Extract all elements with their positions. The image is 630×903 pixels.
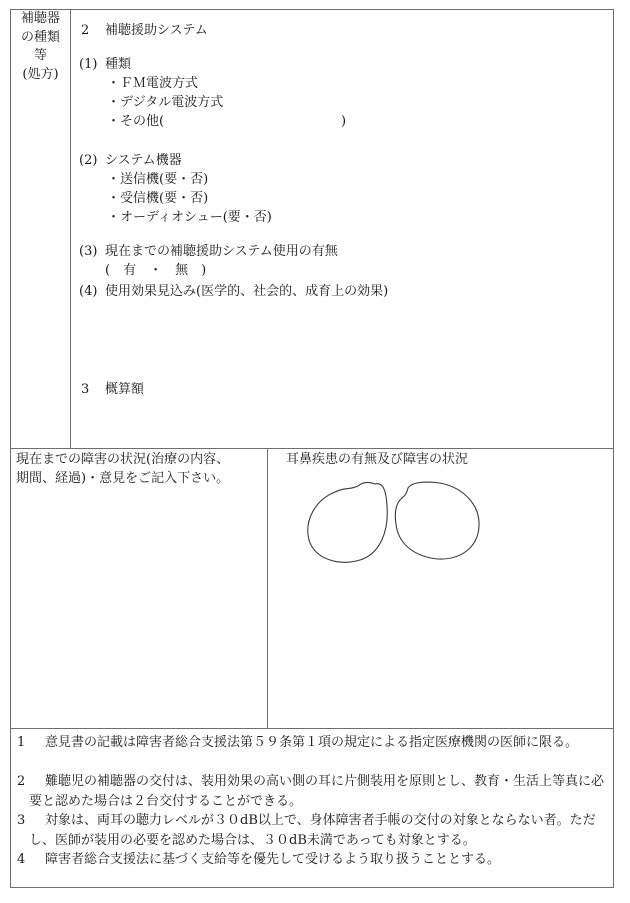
row-divider-1 <box>10 448 614 449</box>
item2-option-transmitter: ・送信機(要・否) <box>107 172 209 187</box>
item2-option-audioshoe: ・オーディオシュー(要・否) <box>107 210 272 225</box>
item2-title: システム機器 <box>105 153 182 168</box>
item3-choice: ( 有 ・ 無 ) <box>105 263 207 278</box>
category-divider <box>70 9 71 449</box>
section3-number: 3 <box>81 382 90 397</box>
ear-box-title: 耳鼻疾患の有無及び障害の状況 <box>286 452 469 467</box>
category-line: 補聴器 <box>20 11 60 26</box>
item4-title: 使用効果見込み(医学的、社会的、成育上の効果) <box>105 284 389 299</box>
item1-title: 種類 <box>105 57 132 72</box>
note-2 <box>17 772 612 811</box>
item1-option-other: ・その他( <box>107 114 165 129</box>
note-number: 3 <box>17 813 26 828</box>
history-ear-divider <box>267 448 268 729</box>
category-line: 等 <box>33 48 47 63</box>
item3-title: 現在までの補聴援助システム使用の有無 <box>105 244 338 259</box>
note-number: 1 <box>17 735 26 750</box>
item1-other-close: ) <box>341 114 347 129</box>
history-instruction-line2: 期間、経過)・意見をご記入下さい。 <box>16 471 230 486</box>
category-label <box>11 10 70 84</box>
ear-diagram <box>300 476 490 571</box>
note-number: 2 <box>17 774 26 789</box>
section3-title: 概算額 <box>105 382 145 397</box>
item1-option-fm: ・ＦＭ電波方式 <box>107 76 199 91</box>
note-text: 障害者総合支援法に基づく支給等を優先して受けるよう取り扱うこととする。 <box>45 852 501 867</box>
item1-option-digital: ・デジタル電波方式 <box>107 95 224 110</box>
category-line: (処方) <box>22 66 59 82</box>
left-ear-outline-icon <box>308 482 387 562</box>
row-divider-2 <box>10 728 614 729</box>
section2-number: 2 <box>81 23 90 38</box>
note-1 <box>17 733 612 753</box>
note-number: 4 <box>17 852 26 867</box>
item4-label: (4) <box>79 284 98 299</box>
item2-label: (2) <box>79 153 98 168</box>
note-4 <box>17 850 612 870</box>
note-text: 難聴児の補聴器の交付は、装用効果の高い側の耳に片側装用を原則とし、教育・生活上等真に必要と認めた場合は２台交付することができる。 <box>29 774 605 809</box>
history-instruction-line1: 現在までの障害の状況(治療の内容、 <box>16 452 230 467</box>
section2-title: 補聴援助システム <box>105 23 208 38</box>
note-3 <box>17 811 612 850</box>
note-text: 意見書の記載は障害者総合支援法第５９条第１項の規定による指定医療機関の医師に限る。 <box>45 735 579 750</box>
right-ear-outline-icon <box>395 482 479 559</box>
item3-label: (3) <box>79 244 98 259</box>
category-line: の種類 <box>20 29 60 45</box>
item1-label: (1) <box>79 57 98 72</box>
item2-option-receiver: ・受信機(要・否) <box>107 191 209 206</box>
note-text: 対象は、両耳の聴力レベルが３０dB以上で、身体障害者手帳の交付の対象とならない者。ただし、医師が装用の必要を認めた場合は、３０dB未満であっても対象とする。 <box>29 813 596 848</box>
